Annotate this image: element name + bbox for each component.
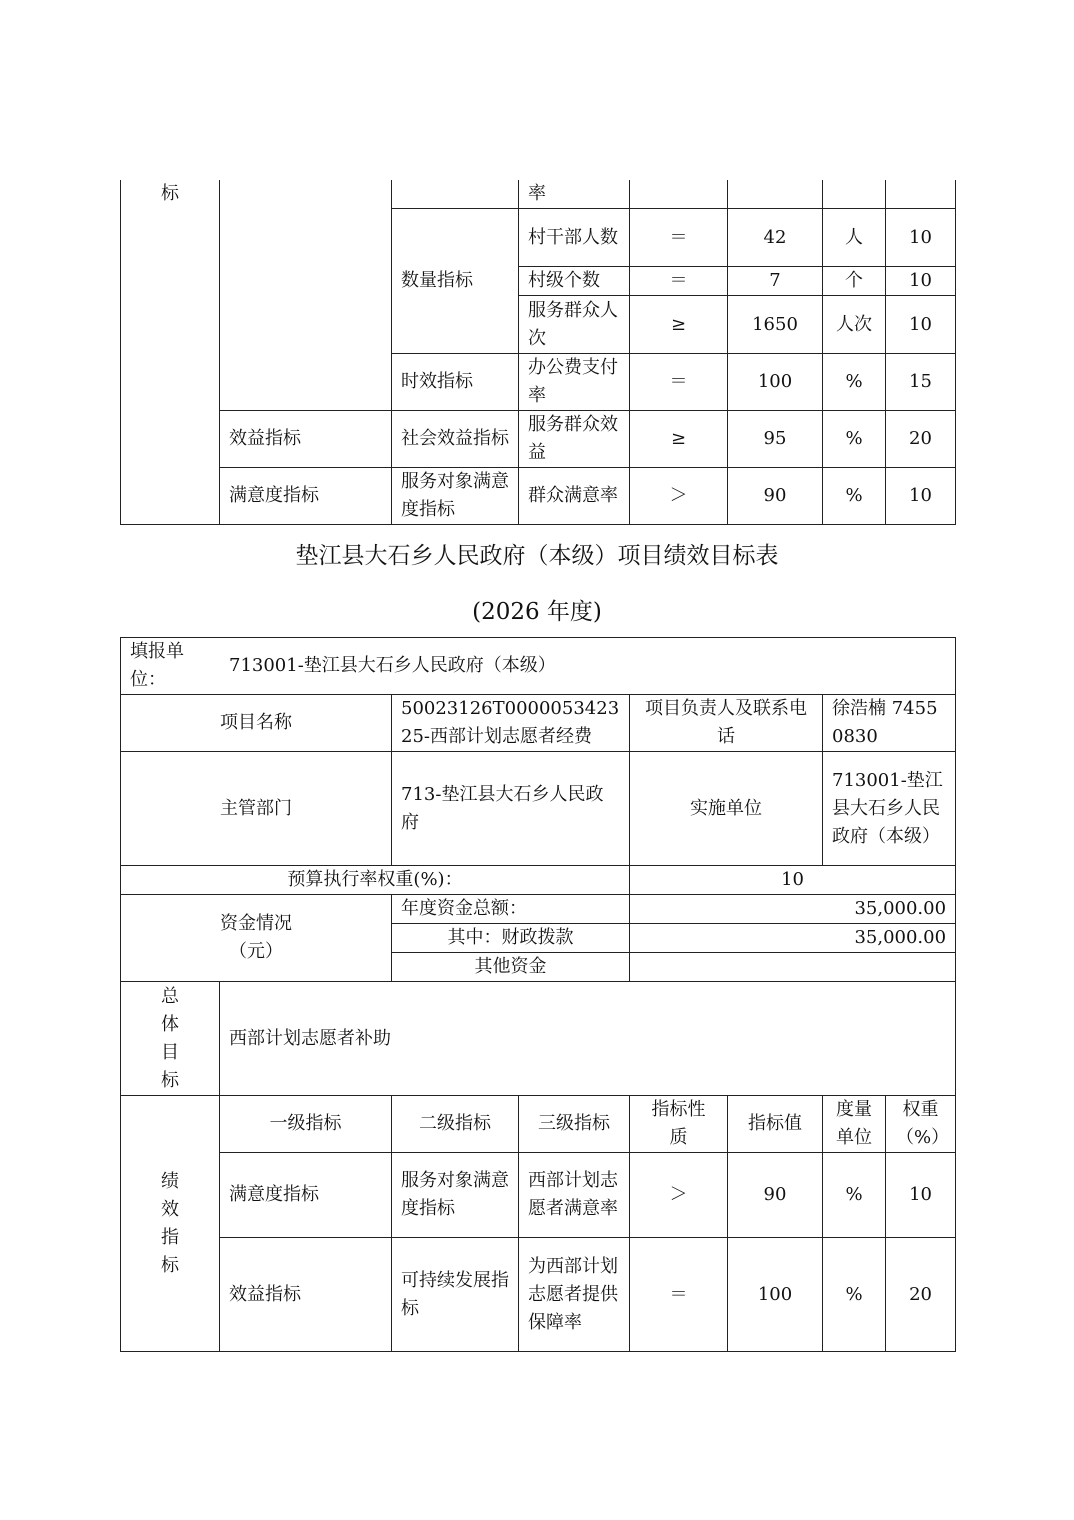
- weight-cell: 10: [886, 209, 956, 267]
- budget-weight-label: 预算执行率权重(%)：: [121, 866, 630, 895]
- unit-cell: 人次: [823, 296, 886, 354]
- unit-cell: %: [823, 1153, 886, 1238]
- project-name-label: 项目名称: [121, 695, 392, 752]
- level2-cell: 可持续发展指标: [392, 1238, 519, 1352]
- nature-cell: ＝: [630, 267, 728, 296]
- project-name-value: 50023126T000005342325-西部计划志愿者经费: [392, 695, 630, 752]
- header-unit: 度量单位: [823, 1096, 886, 1153]
- header-nature: 指标性质: [630, 1096, 728, 1153]
- page-title: 垫江县大石乡人民政府（本级）项目绩效目标表: [295, 543, 779, 569]
- weight-cell: 10: [886, 468, 956, 525]
- header-weight: 权重（%）: [886, 1096, 956, 1153]
- contact-label: 项目负责人及联系电话: [630, 695, 823, 752]
- value-cell: 42: [728, 209, 823, 267]
- overall-goal-value: 西部计划志愿者补助: [220, 982, 956, 1096]
- value-cell: 7: [728, 267, 823, 296]
- level2-cell: 服务对象满意度指标: [392, 468, 519, 525]
- unit-cell: 人: [823, 209, 886, 267]
- level3-cell: 为西部计划志愿者提供保障率: [519, 1238, 630, 1352]
- level3-cell: 服务群众人次: [519, 296, 630, 354]
- weight-cell: 10: [886, 1153, 956, 1238]
- header-level3: 三级指标: [519, 1096, 630, 1153]
- total-funds-value: 35,000.00: [630, 895, 956, 924]
- weight-cell: 20: [886, 411, 956, 468]
- unit-label: 填报单位：: [130, 641, 184, 690]
- budget-weight-value: 10: [630, 866, 956, 895]
- nature-cell: ≥: [630, 411, 728, 468]
- header-value: 指标值: [728, 1096, 823, 1153]
- dept-value: 713-垫江县大石乡人民政府: [392, 752, 630, 866]
- performance-indicators-label: 绩效指标: [121, 1096, 220, 1352]
- value-cell: 95: [728, 411, 823, 468]
- level2-cell: 时效指标: [392, 354, 519, 411]
- level3-cell: 西部计划志愿者满意率: [519, 1153, 630, 1238]
- value-cell: 90: [728, 1153, 823, 1238]
- level3-cell: 办公费支付率: [519, 354, 630, 411]
- unit-cell: %: [823, 468, 886, 525]
- unit-cell: 个: [823, 267, 886, 296]
- nature-cell: ≥: [630, 296, 728, 354]
- level3-cell: 群众满意率: [519, 468, 630, 525]
- unit-cell: %: [823, 411, 886, 468]
- performance-table: [120, 637, 956, 1352]
- fiscal-funds-label: 其中：财政拨款: [392, 924, 630, 953]
- performance-table-continued: [120, 180, 956, 525]
- other-funds-value: [630, 953, 956, 982]
- nature-cell: ＝: [630, 1238, 728, 1352]
- page-subtitle: (2026 年度): [472, 599, 602, 625]
- level1-cell: 效益指标: [220, 411, 392, 468]
- level2-cell: 社会效益指标: [392, 411, 519, 468]
- level1-cell: 满意度指标: [220, 468, 392, 525]
- value-cell: 90: [728, 468, 823, 525]
- total-funds-label: 年度资金总额：: [392, 895, 630, 924]
- funds-label: 资金情况（元）: [121, 895, 392, 982]
- value-cell: 100: [728, 1238, 823, 1352]
- header-level1: 一级指标: [220, 1096, 392, 1153]
- nature-cell: ＞: [630, 468, 728, 525]
- value-cell: 1650: [728, 296, 823, 354]
- value-cell: 100: [728, 354, 823, 411]
- level3-cell: 村级个数: [519, 267, 630, 296]
- contact-value: 徐浩楠 74550830: [823, 695, 956, 752]
- level2-cell: [392, 180, 519, 209]
- nature-cell: ＝: [630, 354, 728, 411]
- other-funds-label: 其他资金: [392, 953, 630, 982]
- weight-cell: 10: [886, 296, 956, 354]
- weight-cell: 20: [886, 1238, 956, 1352]
- level1-cell: [220, 180, 392, 411]
- indicator-label: 标: [121, 180, 220, 525]
- unit-cell: %: [823, 1238, 886, 1352]
- level1-cell: 效益指标: [220, 1238, 392, 1352]
- header-level2: 二级指标: [392, 1096, 519, 1153]
- impl-label: 实施单位: [630, 752, 823, 866]
- nature-cell: ＞: [630, 1153, 728, 1238]
- fiscal-funds-value: 35,000.00: [630, 924, 956, 953]
- unit-cell: %: [823, 354, 886, 411]
- dept-label: 主管部门: [121, 752, 392, 866]
- level3-cell: 村干部人数: [519, 209, 630, 267]
- nature-cell: ＝: [630, 209, 728, 267]
- overall-goal-label: 总体目标: [121, 982, 220, 1096]
- weight-cell: 15: [886, 354, 956, 411]
- impl-value: 713001-垫江县大石乡人民政府（本级）: [823, 752, 956, 866]
- level2-cell: 数量指标: [392, 209, 519, 354]
- level1-cell: 满意度指标: [220, 1153, 392, 1238]
- level3-cell: 服务群众效益: [519, 411, 630, 468]
- level2-cell: 服务对象满意度指标: [392, 1153, 519, 1238]
- unit-value: 713001-垫江县大石乡人民政府（本级）: [229, 655, 556, 676]
- weight-cell: 10: [886, 267, 956, 296]
- level3-cell: 率: [519, 180, 630, 209]
